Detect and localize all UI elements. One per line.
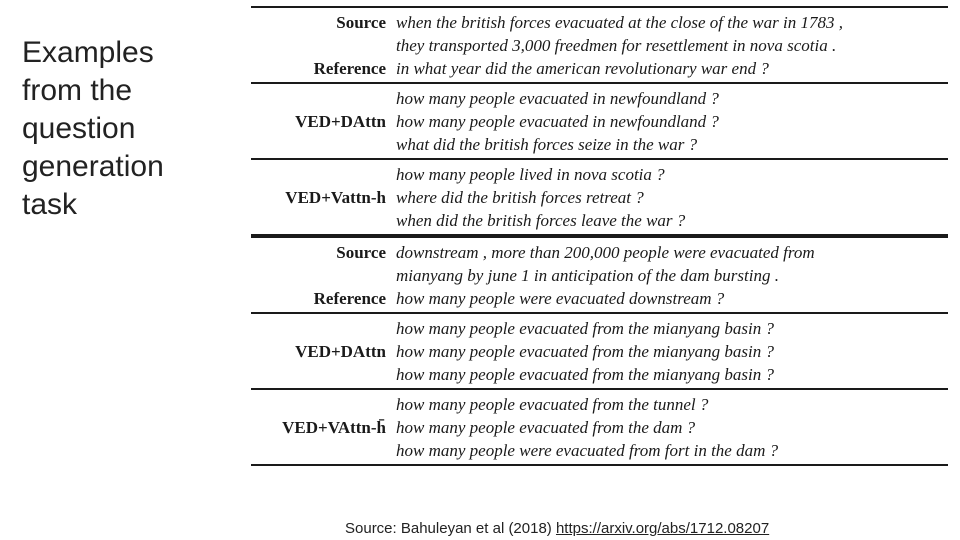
example1-source-row bbox=[251, 11, 948, 57]
source-line: when the british forces evacuated at the close of the war in 1783 , bbox=[396, 13, 843, 32]
model-label: VED+DAttn bbox=[295, 342, 386, 361]
generated-question: how many people evacuated in newfoundland ? bbox=[396, 112, 719, 131]
example2-reference-row bbox=[251, 287, 948, 310]
generated-question: how many people evacuated from the dam ? bbox=[396, 418, 696, 437]
reference-label: Reference bbox=[313, 289, 386, 308]
generated-question: how many people were evacuated from fort in the dam ? bbox=[396, 441, 779, 460]
examples-table bbox=[251, 6, 948, 466]
arxiv-link[interactable]: https://arxiv.org/abs/1712.08207 bbox=[555, 520, 770, 537]
generated-question: how many people evacuated in newfoundland ? bbox=[396, 89, 719, 108]
example2-model2-block bbox=[251, 388, 948, 466]
example2-source-row bbox=[251, 241, 948, 287]
generated-question: how many people lived in nova scotia ? bbox=[396, 165, 665, 184]
citation-footer bbox=[345, 520, 769, 537]
source-line: mianyang by june 1 in anticipation of the dam bursting . bbox=[396, 266, 779, 285]
example2-source-block bbox=[251, 234, 948, 312]
reference-line: in what year did the american revolutionary war end ? bbox=[396, 59, 769, 78]
example1-reference-row bbox=[251, 57, 948, 80]
generated-question: how many people evacuated from the mianyang basin ? bbox=[396, 342, 775, 361]
reference-line: how many people were evacuated downstream ? bbox=[396, 289, 725, 308]
model-label: VED+Vattn-h bbox=[285, 188, 386, 207]
example1-source-block bbox=[251, 6, 948, 82]
citation-text: Source: Bahuleyan et al (2018) bbox=[345, 520, 556, 537]
source-line: downstream , more than 200,000 people were evacuated from bbox=[396, 243, 815, 262]
generated-question: where did the british forces retreat ? bbox=[396, 188, 644, 207]
example1-model2-block bbox=[251, 158, 948, 234]
generated-question: how many people evacuated from the mianyang basin ? bbox=[396, 365, 775, 384]
reference-label: Reference bbox=[313, 59, 386, 78]
slide-title: Examples from the question generation task bbox=[22, 36, 164, 221]
generated-question: when did the british forces leave the war ? bbox=[396, 211, 686, 230]
model-label: VED+VAttn-h̄ bbox=[282, 418, 386, 437]
source-line: they transported 3,000 freedmen for resettlement in nova scotia . bbox=[396, 36, 837, 55]
example1-model1-block bbox=[251, 82, 948, 158]
source-label: Source bbox=[336, 13, 386, 32]
generated-question: what did the british forces seize in the war ? bbox=[396, 135, 698, 154]
generated-question: how many people evacuated from the mianyang basin ? bbox=[396, 319, 775, 338]
source-label: Source bbox=[336, 243, 386, 262]
model-label: VED+DAttn bbox=[295, 112, 386, 131]
generated-question: how many people evacuated from the tunnel ? bbox=[396, 395, 709, 414]
example2-model1-block bbox=[251, 312, 948, 388]
